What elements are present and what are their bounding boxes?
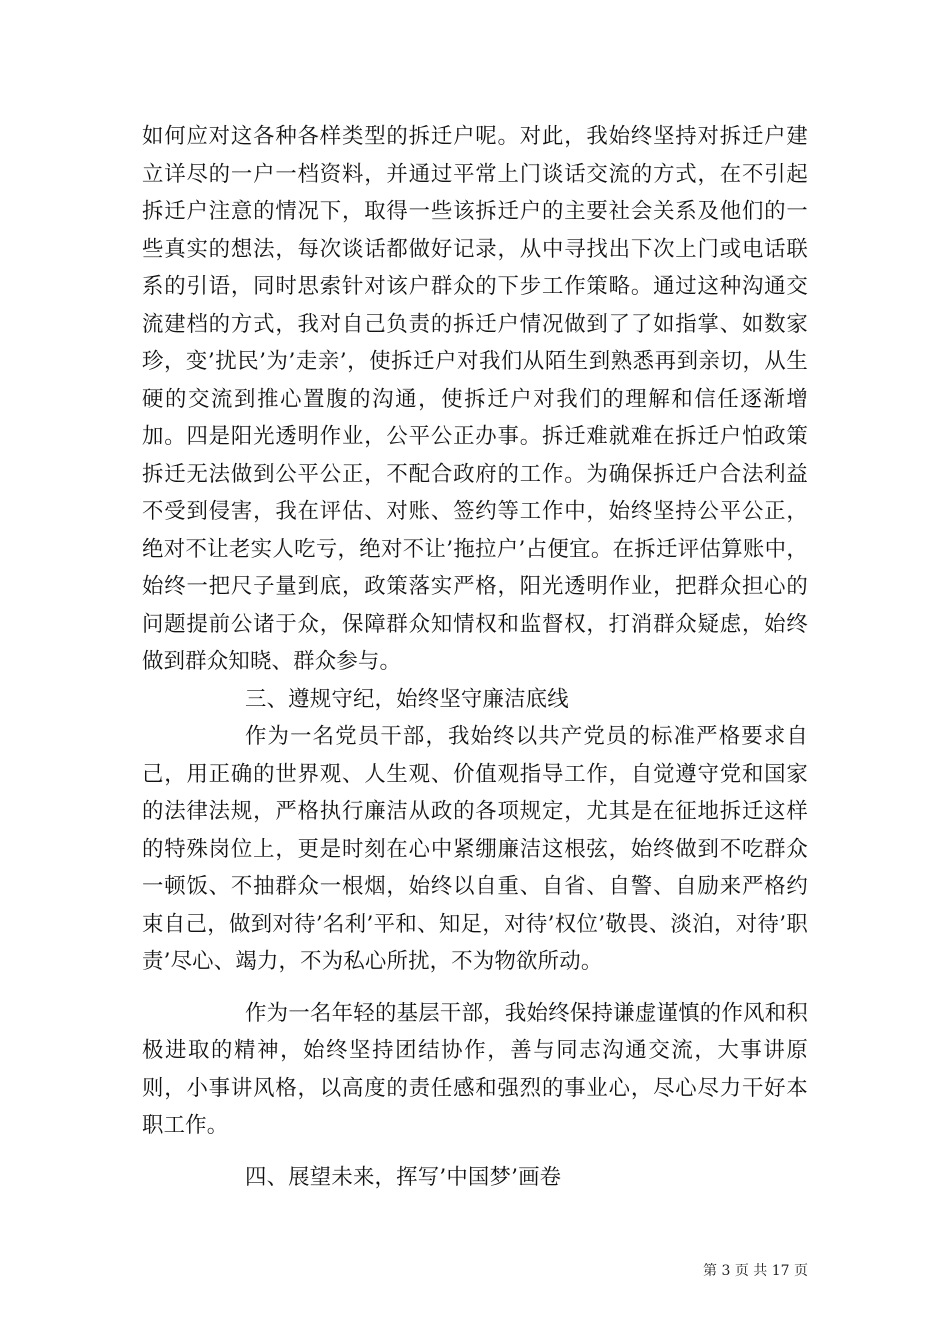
paragraph-party-member-discipline: 作为一名党员干部，我始终以共产党员的标准严格要求自己，用正确的世界观、人生观、价值观指导工作，自觉遵守党和国家的法律法规，严格执行廉洁从政的各项规定，尤其是在征地拆迁这样的特殊岗位上，更是时刻在心中紧绷廉洁这根弦，始终做到不吃群众一顿饭、不抽群众一根烟，始终以自重、自省、自警、自励来严格约束自己，做到对待’名利’平和、知足，对待’权位’敬畏、淡泊，对待’职责’尽心、竭力，不为私心所扰，不为物欲所动。 bbox=[142, 724, 808, 974]
paragraph-spacer bbox=[142, 1145, 808, 1159]
paragraph-spacer bbox=[142, 981, 808, 995]
paragraph-demolition-household-files: 如何应对这各种各样类型的拆迁户呢。对此，我始终坚持对拆迁户建立详尽的一户一档资料，并通过平常上门谈话交流的方式，在不引起拆迁户注意的情况下，取得一些该拆迁户的主要社会关系及他们的一些真实的想法，每次谈话都做好记录，从中寻找出下次上门或电话联系的引语，同时思索针对该户群众的下步工作策略。通过这种沟通交流建档的方式，我对自己负责的拆迁户情况做到了了如指掌、如数家珍，变’扰民’为’走亲’，使拆迁户对我们从陌生到熟悉再到亲切，从生硬的交流到推心置腹的沟通，使拆迁户对我们的理解和信任逐渐增加。四是阳光透明作业，公平公正办事。拆迁难就难在拆迁户怕政策拆迁无法做到公平公正，不配合政府的工作。为确保拆迁户合法利益不受到侵害，我在评估、对账、签约等工作中，始终坚持公平公正，绝对不让老实人吃亏，绝对不让’拖拉户’占便宜。在拆迁评估算账中，始终一把尺子量到底，政策落实严格，阳光透明作业，把群众担心的问题提前公诸于众，保障群众知情权和监督权，打消群众疑虑，始终做到群众知晓、群众参与。 bbox=[142, 124, 808, 674]
section-heading-integrity: 三、遵规守纪，始终坚守廉洁底线 bbox=[245, 686, 569, 712]
page-number-footer: 第 3 页 共 17 页 bbox=[703, 1263, 808, 1279]
paragraph-young-cadre: 作为一名年轻的基层干部，我始终保持谦虚谨慎的作风和积极进取的精神，始终坚持团结协作，善与同志沟通交流，大事讲原则，小事讲风格，以高度的责任感和强烈的事业心，尽心尽力干好本职工作。 bbox=[142, 1000, 808, 1138]
document-body bbox=[142, 118, 808, 1196]
section-heading-china-dream: 四、展望未来，挥写’中国梦’画卷 bbox=[245, 1164, 562, 1190]
